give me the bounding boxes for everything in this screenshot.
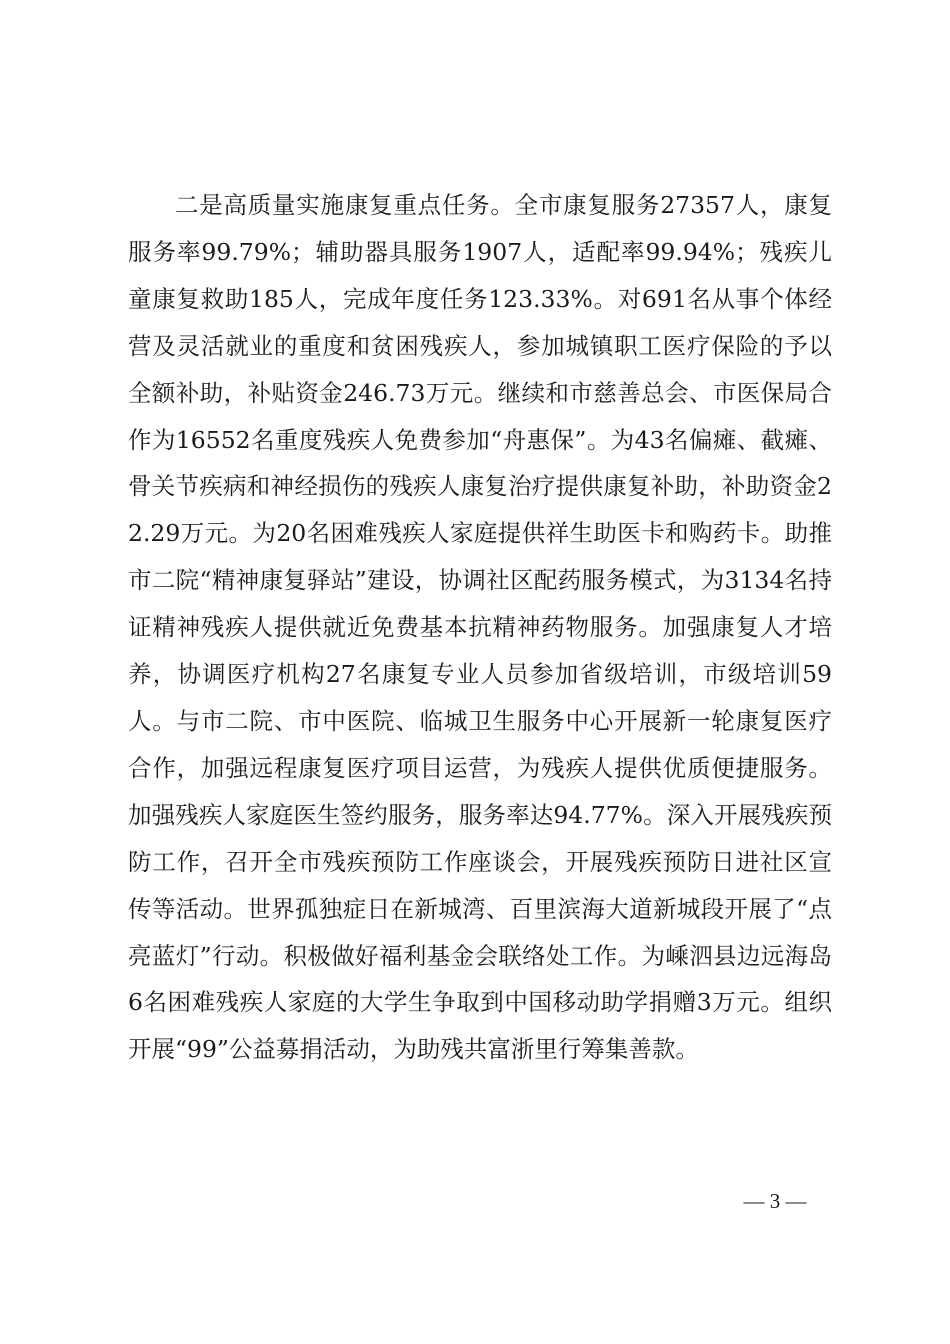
body-paragraph: 二是高质量实施康复重点任务。全市康复服务27357人，康复服务率99.79%；辅助器具服务1907人，适配率99.94%；残疾儿童康复救助185人，完成年度任务123.33%。对691名从事个体经营及灵活就业的重度和贫困残疾人，参加城镇职工医疗保险的予以全额补助，补贴资金246.73万元。继续和市慈善总会、市医保局合作为16552名重度残疾人免费参加“舟惠保”。为43名偏瘫、截瘫、骨关节疾病和神经损伤的残疾人康复治疗提供康复补助，补助资金22.29万元。为20名困难残疾人家庭提供祥生助医卡和购药卡。助推市二院“精神康复驿站”建设，协调社区配药服务模式，为3134名持证精神残疾人提供就近免费基本抗精神药物服务。加强康复人才培养，协调医疗机构27名康复专业人员参加省级培训，市级培训59人。与市二院、市中医院、临城卫生服务中心开展新一轮康复医疗合作，加强远程康复医疗项目运营，为残疾人提供优质便捷服务。加强残疾人家庭医生签约服务，服务率达94.77%。深入开展残疾预防工作，召开全市残疾预防工作座谈会，开展残疾预防日进社区宣传等活动。世界孤独症日在新城湾、百里滨海大道新城段开展了“点亮蓝灯”行动。积极做好福利基金会联络处工作。为嵊泗县边远海岛6名困难残疾人家庭的大学生争取到中国移动助学捐赠3万元。组织开展“99”公益募捐活动，为助残共富浙里行筹集善款。 xyxy=(128,191,832,1064)
page-number: — 3 — xyxy=(743,1189,807,1213)
